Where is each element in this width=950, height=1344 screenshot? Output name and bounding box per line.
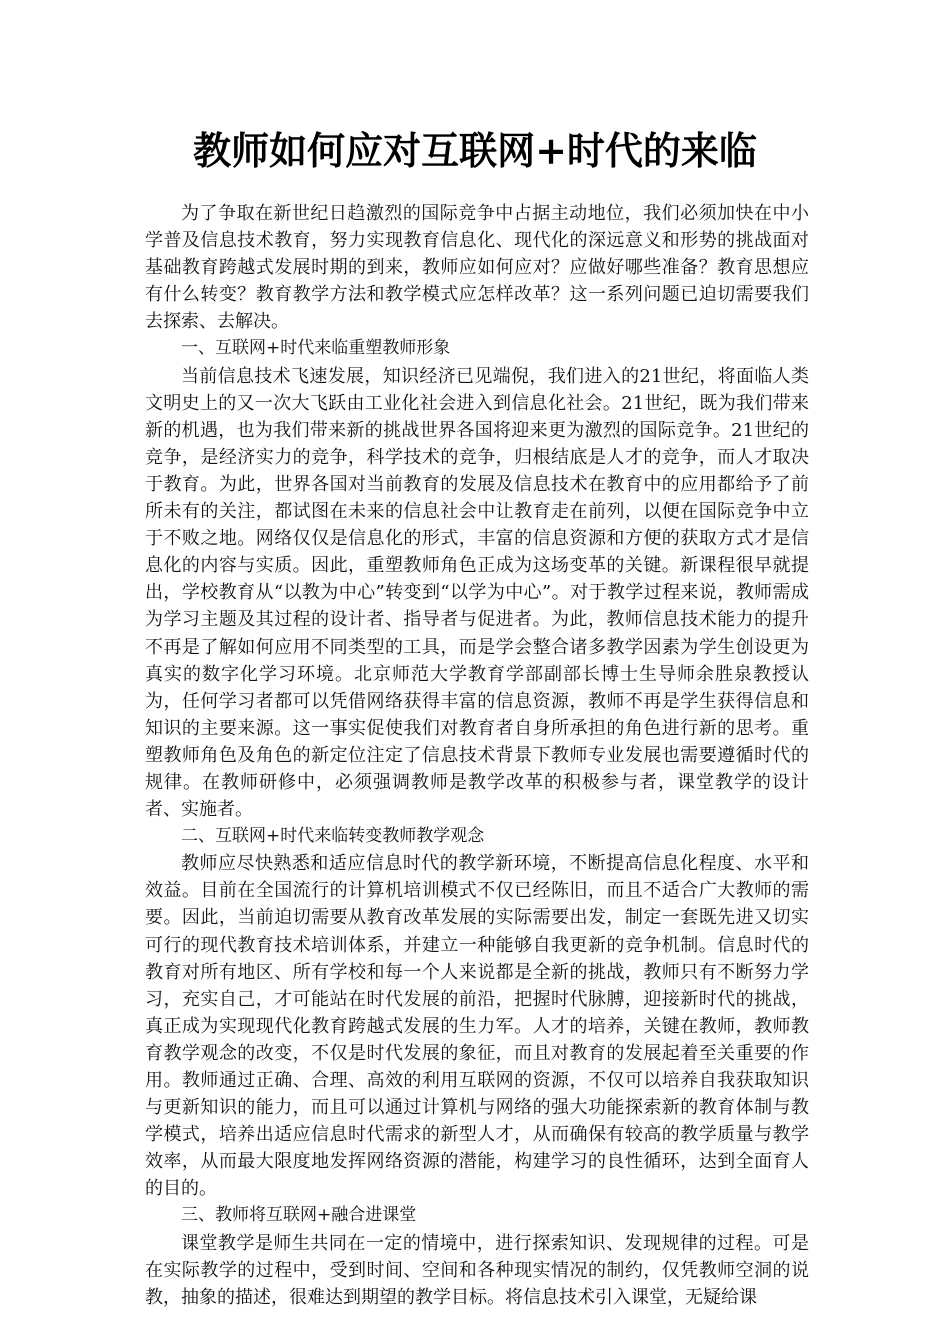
paragraph-section-3: 课堂教学是师生共同在一定的情境中，进行探索知识、发现规律的过程。可是在实际教学的过程中，受到时间、空间和各种现实情况的制约，仅凭教师空洞的说教，抽象的描述，很难达到期望的教学目标。将信息技术引入课堂，无疑给课 <box>145 1232 809 1308</box>
section-heading-2: 二、互联网+时代来临转变教师教学观念 <box>181 826 485 847</box>
section-heading-1: 一、互联网+时代来临重塑教师形象 <box>181 338 451 359</box>
page-title: 教师如何应对互联网+时代的来临 <box>193 128 757 173</box>
paragraph-intro: 为了争取在新世纪日趋激烈的国际竞争中占据主动地位，我们必须加快在中小学普及信息技术教育，努力实现教育信息化、现代化的深远意义和形势的挑战面对基础教育跨越式发展时期的到来，教师应如何应对？应做好哪些准备？教育思想应有什么转变？教育教学方法和教学模式应怎样改革？这一系列问题已迫切需要我们去探索、去解决。 <box>145 203 809 333</box>
paragraph-section-2: 教师应尽快熟悉和适应信息时代的教学新环境，不断提高信息化程度、水平和效益。目前在全国流行的计算机培训模式不仅已经陈旧，而且不适合广大教师的需要。因此，当前迫切需要从教育改革发展的实际需要出发，制定一套既先进又切实可行的现代教育技术培训体系，并建立一种能够自我更新的竞争机制。信息时代的教育对所有地区、所有学校和每一个人来说都是全新的挑战，教师只有不断努力学习，充实自己，才可能站在时代发展的前沿，把握时代脉膊，迎接新时代的挑战，真正成为实现现代化教育跨越式发展的生力军。人才的培养，关键在教师，教师教育教学观念的改变，不仅是时代发展的象征，而且对教育的发展起着至关重要的作用。教师通过正确、合理、高效的利用互联网的资源，不仅可以培养自我获取知识与更新知识的能力，而且可以通过计算机与网络的强大功能探索新的教育体制与教学模式，培养出适应信息时代需求的新型人才，从而确保有较高的教学质量与教学效率，从而最大限度地发挥网络资源的潜能，构建学习的良性循环，达到全面育人的目的。 <box>145 853 809 1200</box>
paragraph-section-1: 当前信息技术飞速发展，知识经济已见端倪，我们进入的21世纪，将面临人类文明史上的又一次大飞跃由工业化社会进入到信息化社会。21世纪，既为我们带来新的机遇，也为我们带来新的挑战世界各国将迎来更为激烈的国际竞争。21世纪的竞争，是经济实力的竞争，科学技术的竞争，归根结底是人才的竞争，而人才取决于教育。为此，世界各国对当前教育的发展及信息技术在教育中的应用都给予了前所未有的关注，都试图在未来的信息社会中让教育走在前列，以便在国际竞争中立于不败之地。网络仅仅是信息化的形式，丰富的信息资源和方便的获取方式才是信息化的内容与实质。因此，重塑教师角色正成为这场变革的关键。新课程很早就提出，学校教育从“以教为中心”转变到“以学为中心”。对于教学过程来说，教师需成为学习主题及其过程的设计者、指导者与促进者。为此，教师信息技术能力的提升不再是了解如何应用不同类型的工具，而是学会整合诸多教学因素为学生创设更为真实的数字化学习环境。北京师范大学教育学部副部长博士生导师余胜泉教授认为，任何学习者都可以凭借网络获得丰富的信息资源，教师不再是学生获得信息和知识的主要来源。这一事实促使我们对教育者自身所承担的角色进行新的思考。重塑教师角色及角色的新定位注定了信息技术背景下教师专业发展也需要遵循时代的规律。在教师研修中，必须强调教师是教学改革的积极参与者，课堂教学的设计者、实施者。 <box>145 365 809 821</box>
section-heading-3: 三、教师将互联网+融合进课堂 <box>181 1205 417 1226</box>
document-body <box>145 200 809 1311</box>
